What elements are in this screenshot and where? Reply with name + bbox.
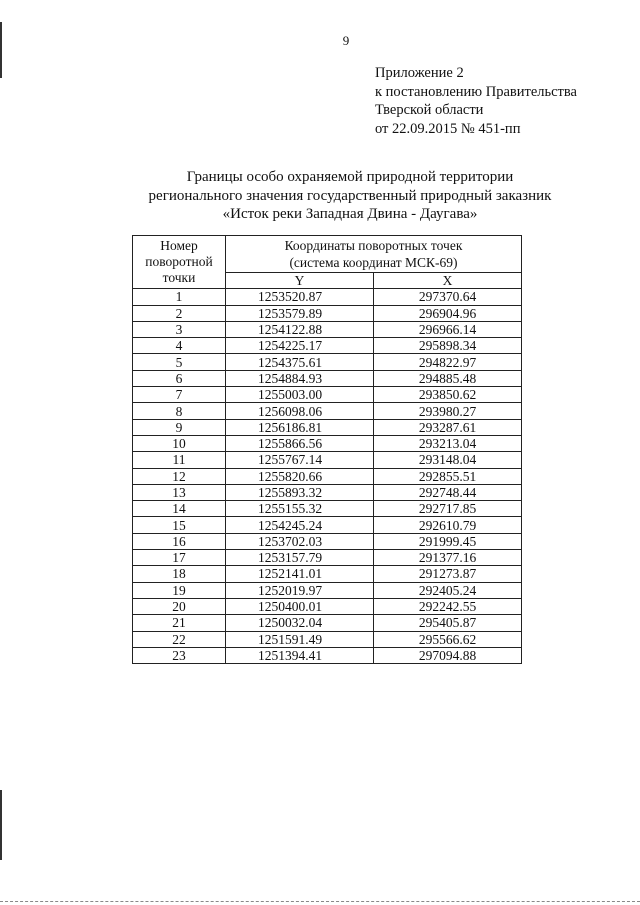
cell-y-coordinate: 1250400.01 — [226, 598, 374, 614]
header-point-line-3: точки — [162, 270, 196, 286]
cell-point-number: 13 — [133, 484, 226, 500]
table-row — [133, 501, 522, 517]
cell-point-number: 20 — [133, 598, 226, 614]
cell-point-number: 9 — [133, 419, 226, 435]
cell-x-coordinate: 297094.88 — [374, 647, 522, 663]
cell-x-coordinate: 297370.64 — [374, 289, 522, 305]
cell-y-coordinate: 1256186.81 — [226, 419, 374, 435]
cell-point-number: 14 — [133, 501, 226, 517]
cell-point-number: 6 — [133, 370, 226, 386]
cell-point-number: 5 — [133, 354, 226, 370]
cell-x-coordinate: 291273.87 — [374, 566, 522, 582]
cell-point-number: 1 — [133, 289, 226, 305]
cell-x-coordinate: 292855.51 — [374, 468, 522, 484]
cell-point-number: 10 — [133, 435, 226, 451]
cell-point-number: 17 — [133, 550, 226, 566]
header-col-y: Y — [226, 273, 374, 289]
header-point-line-2: поворотной — [145, 254, 213, 270]
cell-x-coordinate: 293148.04 — [374, 452, 522, 468]
scan-margin-line-bottom — [0, 790, 2, 860]
table-row — [133, 435, 522, 451]
table-row — [133, 452, 522, 468]
header-point-line-1: Номер — [160, 238, 198, 254]
cell-y-coordinate: 1252019.97 — [226, 582, 374, 598]
table-row — [133, 517, 522, 533]
table-row — [133, 566, 522, 582]
cell-x-coordinate: 292748.44 — [374, 484, 522, 500]
cell-x-coordinate: 296904.96 — [374, 305, 522, 321]
cell-point-number: 8 — [133, 403, 226, 419]
cell-x-coordinate: 294885.48 — [374, 370, 522, 386]
table-row — [133, 468, 522, 484]
cell-y-coordinate: 1255866.56 — [226, 435, 374, 451]
cell-y-coordinate: 1253579.89 — [226, 305, 374, 321]
appendix-block — [375, 64, 577, 138]
cell-point-number: 23 — [133, 647, 226, 663]
cell-point-number: 2 — [133, 305, 226, 321]
cell-y-coordinate: 1254122.88 — [226, 321, 374, 337]
table-row — [133, 321, 522, 337]
cell-y-coordinate: 1255003.00 — [226, 387, 374, 403]
appendix-line-4: от 22.09.2015 № 451-пп — [375, 120, 521, 137]
cell-x-coordinate: 296966.14 — [374, 321, 522, 337]
title-line-3: «Исток реки Западная Двина - Даугава» — [222, 206, 478, 222]
cell-point-number: 4 — [133, 338, 226, 354]
title-line-1: Границы особо охраняемой природной территории — [186, 169, 514, 185]
cell-point-number: 11 — [133, 452, 226, 468]
cell-x-coordinate: 291377.16 — [374, 550, 522, 566]
cell-x-coordinate: 292242.55 — [374, 598, 522, 614]
page-number: 9 — [342, 33, 350, 48]
table-row — [133, 582, 522, 598]
table-row — [133, 550, 522, 566]
header-col-x: X — [374, 273, 522, 289]
table-row — [133, 598, 522, 614]
cell-y-coordinate: 1254375.61 — [226, 354, 374, 370]
table-row — [133, 338, 522, 354]
cell-point-number: 3 — [133, 321, 226, 337]
table-row — [133, 305, 522, 321]
table-row — [133, 631, 522, 647]
header-point-number — [133, 236, 226, 289]
cell-y-coordinate: 1252141.01 — [226, 566, 374, 582]
cell-x-coordinate: 291999.45 — [374, 533, 522, 549]
appendix-line-3: Тверской области — [375, 102, 484, 118]
cell-point-number: 12 — [133, 468, 226, 484]
coordinates-table — [132, 235, 522, 664]
table-row — [133, 403, 522, 419]
table-row — [133, 484, 522, 500]
cell-y-coordinate: 1255893.32 — [226, 484, 374, 500]
cell-x-coordinate: 295898.34 — [374, 338, 522, 354]
table-row — [133, 387, 522, 403]
cell-point-number: 21 — [133, 615, 226, 631]
scan-margin-line-top — [0, 22, 2, 78]
title-line-2: регионального значения государственный природный заказник — [148, 187, 552, 204]
cell-x-coordinate: 293850.62 — [374, 387, 522, 403]
cell-y-coordinate: 1253157.79 — [226, 550, 374, 566]
cell-y-coordinate: 1251591.49 — [226, 631, 374, 647]
cell-y-coordinate: 1254225.17 — [226, 338, 374, 354]
table-row — [133, 354, 522, 370]
table-row — [133, 615, 522, 631]
scan-bottom-rule — [0, 901, 640, 902]
cell-point-number: 7 — [133, 387, 226, 403]
appendix-line-2: к постановлению Правительства — [375, 83, 577, 100]
table-row — [133, 647, 522, 663]
cell-x-coordinate: 293980.27 — [374, 403, 522, 419]
cell-y-coordinate: 1255820.66 — [226, 468, 374, 484]
cell-x-coordinate: 292717.85 — [374, 501, 522, 517]
cell-point-number: 15 — [133, 517, 226, 533]
header-coordinates — [226, 236, 522, 273]
cell-y-coordinate: 1253702.03 — [226, 533, 374, 549]
cell-x-coordinate: 292405.24 — [374, 582, 522, 598]
cell-x-coordinate: 295566.62 — [374, 631, 522, 647]
cell-point-number: 18 — [133, 566, 226, 582]
cell-y-coordinate: 1251394.41 — [226, 647, 374, 663]
cell-y-coordinate: 1255767.14 — [226, 452, 374, 468]
cell-y-coordinate: 1250032.04 — [226, 615, 374, 631]
cell-x-coordinate: 292610.79 — [374, 517, 522, 533]
header-coords-line-1: Координаты поворотных точек — [284, 238, 463, 253]
table-row — [133, 419, 522, 435]
cell-point-number: 16 — [133, 533, 226, 549]
table-row — [133, 533, 522, 549]
table-row — [133, 289, 522, 305]
cell-y-coordinate: 1254884.93 — [226, 370, 374, 386]
cell-point-number: 22 — [133, 631, 226, 647]
cell-y-coordinate: 1256098.06 — [226, 403, 374, 419]
cell-y-coordinate: 1254245.24 — [226, 517, 374, 533]
cell-x-coordinate: 294822.97 — [374, 354, 522, 370]
cell-y-coordinate: 1253520.87 — [226, 289, 374, 305]
header-coords-line-2: (система координат МСК-69) — [289, 255, 458, 270]
cell-x-coordinate: 293213.04 — [374, 435, 522, 451]
table-row — [133, 370, 522, 386]
cell-point-number: 19 — [133, 582, 226, 598]
coordinates-table-body — [133, 289, 522, 664]
cell-x-coordinate: 295405.87 — [374, 615, 522, 631]
cell-y-coordinate: 1255155.32 — [226, 501, 374, 517]
appendix-line-1: Приложение 2 — [375, 65, 464, 81]
cell-x-coordinate: 293287.61 — [374, 419, 522, 435]
document-title — [120, 168, 580, 224]
